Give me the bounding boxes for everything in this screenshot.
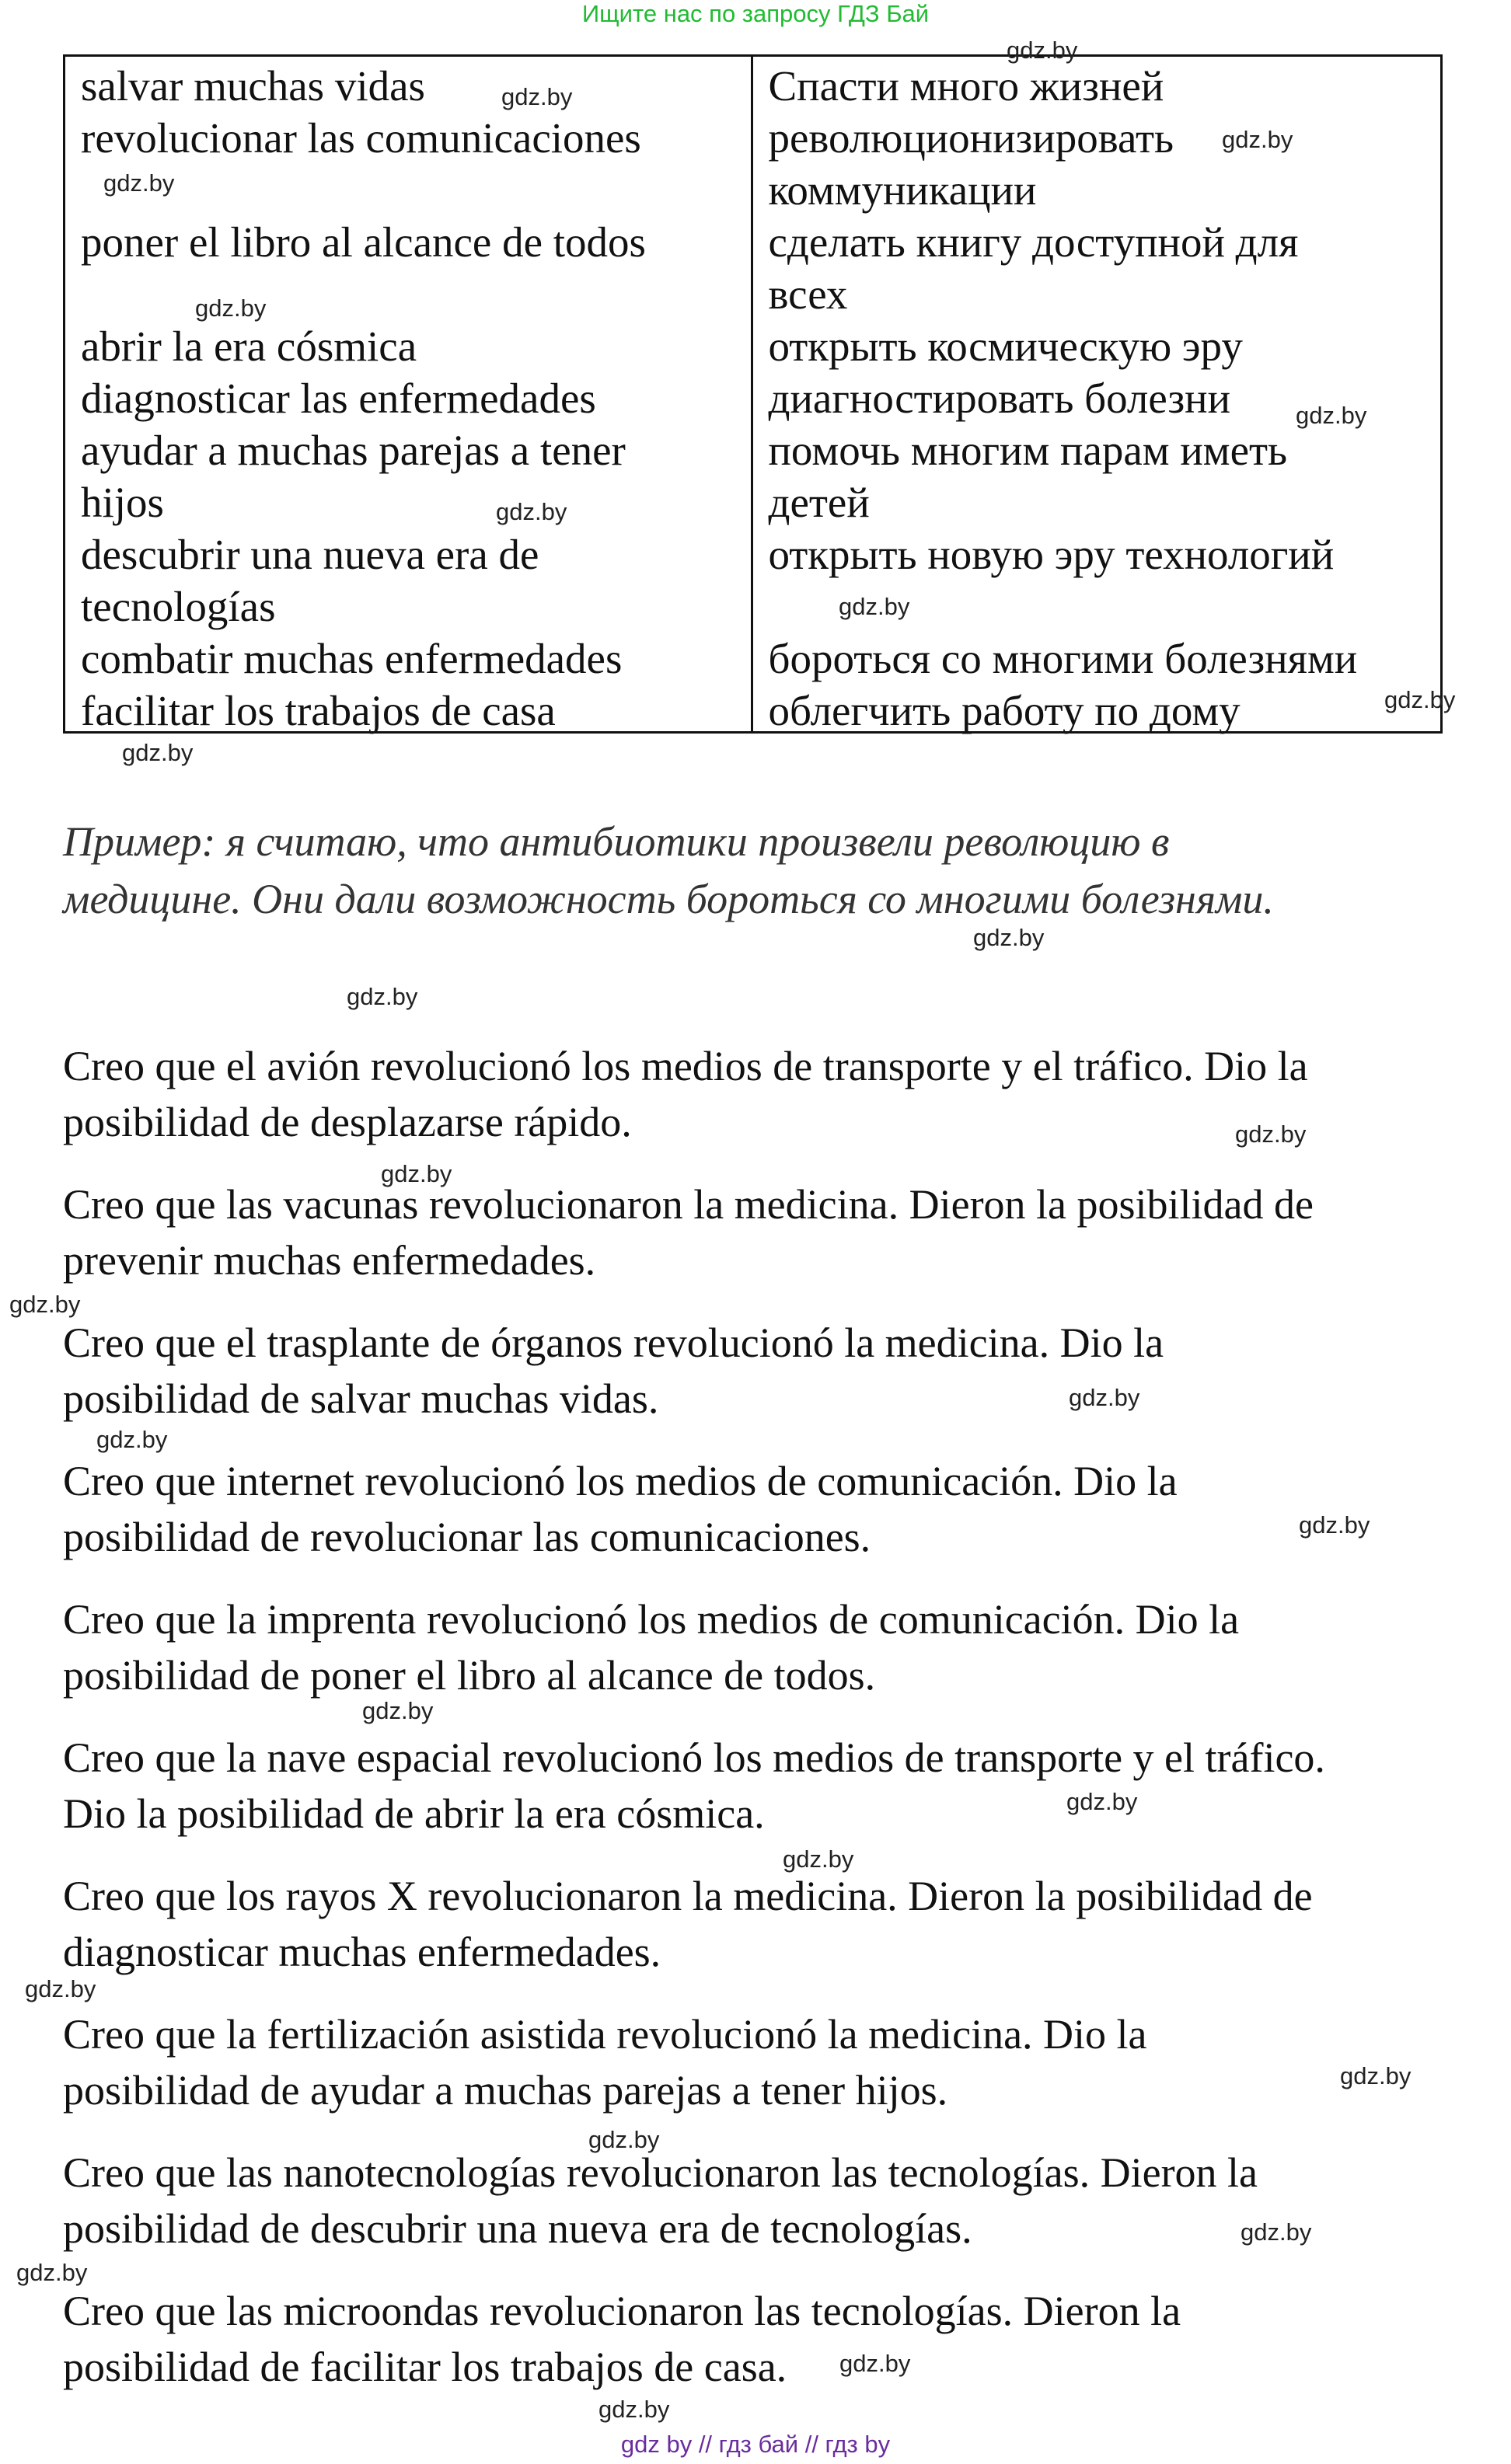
spanish-line: abrir la era cósmica xyxy=(81,322,417,370)
answer-paragraph xyxy=(63,1315,1485,1427)
answer-line: Creo que internet revolucionó los medios de comunicación. Dio la xyxy=(63,1458,1178,1504)
spanish-line: revolucionar las comunicaciones xyxy=(81,114,641,162)
spanish-line: facilitar los trabajos de casa xyxy=(81,687,556,734)
russian-line: сделать книгу доступной для xyxy=(768,218,1299,266)
answer-line: posibilidad de facilitar los trabajos de casa. xyxy=(63,2344,787,2390)
watermark: gdz.by xyxy=(195,294,267,322)
answer-paragraph xyxy=(63,2006,1485,2118)
answer-line: Creo que las nanotecnologías revolucionaron las tecnologías. Dieron la xyxy=(63,2149,1258,2196)
watermark: gdz.by xyxy=(839,593,910,620)
watermark: gdz.by xyxy=(1066,1788,1138,1815)
russian-line: открыть космическую эру xyxy=(768,322,1243,370)
vocabulary-table xyxy=(63,54,1443,734)
watermark: gdz.by xyxy=(1340,2062,1412,2089)
answer-paragraph xyxy=(63,1868,1485,1980)
watermark: gdz.by xyxy=(588,2126,660,2153)
russian-line: всех xyxy=(768,270,848,318)
answer-line: Creo que la fertilización asistida revolucionó la medicina. Dio la xyxy=(63,2011,1147,2058)
watermark: gdz.by xyxy=(16,2259,88,2286)
spanish-line: poner el libro al alcance de todos xyxy=(81,218,646,266)
answer-line: Creo que el trasplante de órganos revolucionó la medicina. Dio la xyxy=(63,1319,1164,1366)
russian-line: помочь многим парам иметь xyxy=(768,427,1288,474)
answer-line: posibilidad de descubrir una nueva era de tecnologías. xyxy=(63,2205,972,2252)
answer-paragraph xyxy=(63,2283,1485,2395)
watermark: gdz.by xyxy=(103,169,175,197)
watermark: gdz.by xyxy=(839,2350,911,2377)
russian-line: бороться со многими болезнями xyxy=(768,635,1358,682)
watermark: gdz.by xyxy=(1069,1384,1140,1411)
russian-line: открыть новую эру технологий xyxy=(768,531,1335,578)
watermark: gdz.by xyxy=(598,2396,670,2423)
answer-paragraph xyxy=(63,1730,1485,1842)
answer-line: posibilidad de salvar muchas vidas. xyxy=(63,1375,659,1422)
example-line: Пример: я считаю, что антибиотики произвели революцию в xyxy=(63,818,1170,865)
answer-line: Creo que las vacunas revolucionaron la medicina. Dieron la posibilidad de xyxy=(63,1181,1314,1228)
russian-line: диагностировать болезни xyxy=(768,375,1231,422)
spanish-line: diagnosticar las enfermedades xyxy=(81,375,596,422)
spanish-line: ayudar a muchas parejas a tener xyxy=(81,427,626,474)
russian-line: Спасти много жизней xyxy=(768,62,1164,110)
watermark: gdz.by xyxy=(783,1845,854,1873)
answer-line: Creo que el avión revolucionó los medios de transporte y el tráfico. Dio la xyxy=(63,1043,1308,1089)
answer-line: Creo que la imprenta revolucionó los medios de comunicación. Dio la xyxy=(63,1596,1240,1643)
answer-paragraph xyxy=(63,1591,1485,1703)
spanish-line-blank xyxy=(81,268,751,320)
spanish-line: descubrir una nueva era de xyxy=(81,531,539,578)
answer-line: posibilidad de revolucionar las comunicaciones. xyxy=(63,1514,871,1560)
answer-line: Creo que la nave espacial revolucionó los medios de transporte y el tráfico. xyxy=(63,1734,1325,1781)
watermark: gdz.by xyxy=(1299,1511,1370,1539)
spanish-line-blank xyxy=(81,164,751,216)
watermark: gdz.by xyxy=(496,498,567,525)
watermark: gdz.by xyxy=(1007,37,1078,64)
watermark: gdz.by xyxy=(501,83,573,110)
spanish-line: tecnologías xyxy=(81,583,276,630)
answer-line: diagnosticar muchas enfermedades. xyxy=(63,1929,661,1975)
spanish-line: hijos xyxy=(81,479,164,526)
watermark: gdz.by xyxy=(1296,402,1367,429)
footer-links: gdz by // гдз бай // гдз by xyxy=(620,2431,891,2458)
answer-line: posibilidad de desplazarse rápido. xyxy=(63,1099,632,1145)
watermark: gdz.by xyxy=(9,1291,81,1318)
watermark: gdz.by xyxy=(96,1426,168,1453)
russian-column xyxy=(753,57,1441,734)
watermark: gdz.by xyxy=(973,924,1045,951)
watermark: gdz.by xyxy=(122,739,194,766)
watermark: gdz.by xyxy=(1384,686,1456,713)
answer-line: posibilidad de ayudar a muchas parejas a tener hijos. xyxy=(63,2067,948,2114)
answer-line: posibilidad de poner el libro al alcance de todos. xyxy=(63,1652,876,1699)
watermark: gdz.by xyxy=(1222,126,1293,153)
top-banner: Ищите нас по запросу ГДЗ Бай xyxy=(581,0,930,27)
russian-line: коммуникации xyxy=(768,166,1037,214)
spanish-line: salvar muchas vidas xyxy=(81,62,425,110)
answer-paragraph xyxy=(63,1453,1485,1565)
watermark: gdz.by xyxy=(347,983,418,1010)
example-line: медицине. Они дали возможность бороться со многими болезнями. xyxy=(63,876,1274,922)
watermark: gdz.by xyxy=(362,1697,434,1724)
answer-paragraph xyxy=(63,1176,1485,1288)
watermark: gdz.by xyxy=(25,1975,96,2002)
watermark: gdz.by xyxy=(1241,2218,1312,2246)
russian-line: революционизировать xyxy=(768,114,1174,162)
spanish-line: combatir muchas enfermedades xyxy=(81,635,623,682)
watermark: gdz.by xyxy=(1235,1120,1307,1148)
example-paragraph xyxy=(63,813,1462,928)
answer-line: Creo que los rayos X revolucionaron la medicina. Dieron la posibilidad de xyxy=(63,1873,1313,1919)
answer-line: prevenir muchas enfermedades. xyxy=(63,1237,596,1284)
spanish-column xyxy=(65,57,753,734)
watermark: gdz.by xyxy=(381,1160,452,1187)
russian-line: облегчить работу по дому xyxy=(768,687,1241,734)
russian-line: детей xyxy=(768,479,870,526)
answer-line: Dio la posibilidad de abrir la era cósmica. xyxy=(63,1790,765,1837)
answer-line: Creo que las microondas revolucionaron las tecnologías. Dieron la xyxy=(63,2288,1181,2334)
answers-list xyxy=(63,1038,1485,2421)
